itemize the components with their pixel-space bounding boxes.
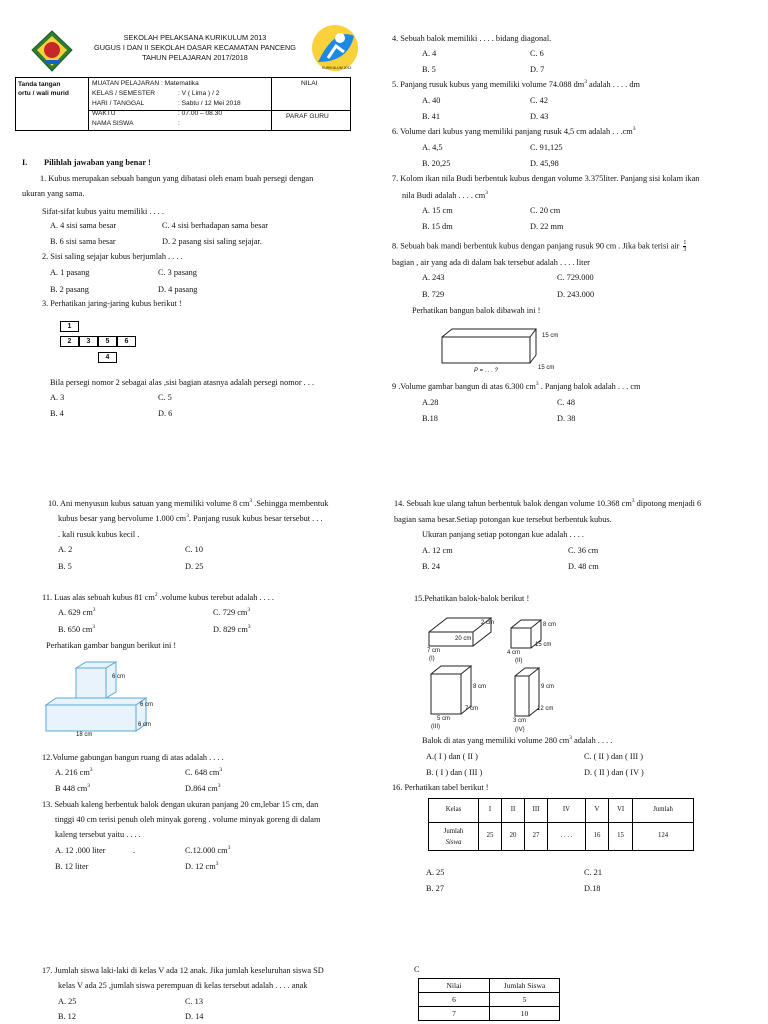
q8-note: Perhatikan bangun balok dibawah ini ! (412, 306, 541, 315)
q17-text-2: kelas V ada 25 ,jumlah siswa perempuan di kelas tersebut adalah . . . . anak (58, 981, 308, 990)
q4-option-b[interactable]: B. 5 (422, 65, 436, 74)
q1-text-2: ukuran yang sama. (22, 189, 85, 198)
q16-text: 16. Perhatikan tabel berikut ! (392, 783, 489, 792)
fraction-numerator: 1 (683, 240, 687, 246)
q13-option-a-dot: . (133, 846, 136, 855)
q15-option-c[interactable]: C. ( II ) dan ( III ) (584, 752, 643, 761)
q3-option-c[interactable]: C. 5 (158, 393, 172, 402)
q9-option-c[interactable]: C. 48 (557, 398, 575, 407)
dim-label: 15 cm (542, 333, 559, 339)
figure-label: (II) (515, 658, 523, 664)
table-cell: 16 (586, 823, 609, 851)
q17-option-d[interactable]: D. 14 (185, 1012, 204, 1021)
section-title: Pilihlah jawaban yang benar ! (44, 158, 151, 167)
q8-option-c[interactable]: C. 729.000 (557, 273, 594, 282)
q12-option-d[interactable]: D.864 $cm^3$ (185, 783, 221, 793)
q8-option-b[interactable]: B. 729 (422, 290, 445, 299)
q13-text: 13. Sebuah kaleng berbentuk balok dengan ukuran panjang 20 cm,lebar 15 cm, dan (42, 800, 319, 809)
sign-label: Tanda tangan (18, 81, 61, 88)
table-cell: 6 (419, 993, 490, 1007)
q2-option-b[interactable]: B. 2 pasang (50, 285, 89, 294)
table-cell: 5 (490, 993, 560, 1007)
table-cell: 7 (419, 1007, 490, 1021)
q16-option-d[interactable]: D.18 (584, 884, 601, 893)
date-value: : Sabtu / 12 Mei 2018 (178, 100, 241, 107)
net-square: 1 (60, 321, 79, 332)
q4-option-a[interactable]: A. 4 (422, 49, 437, 58)
q3-text: 3. Perhatikan jaring-jaring kubus berikut ! (42, 299, 182, 308)
q4-option-c[interactable]: C. 6 (530, 49, 544, 58)
q2-option-d[interactable]: D. 4 pasang (158, 285, 198, 294)
q10-option-c[interactable]: C. 10 (185, 545, 203, 554)
q12-option-a[interactable]: A. 216 $cm^3$ (55, 767, 93, 777)
q6-option-d[interactable]: D. 45,98 (530, 159, 559, 168)
q12-text: 12.Volume gabungan bangun ruang di atas adalah . . . . (42, 753, 224, 762)
table-cell: 124 (633, 823, 694, 851)
q13-option-a[interactable]: A. 12 .000 liter (55, 846, 106, 855)
q7-option-d[interactable]: D. 22 mm (530, 222, 564, 231)
q14-text-2: bagian sama besar.Setiap potongan kue tersebut berbentuk kubus. (394, 515, 612, 524)
dim-label: 6 cm (138, 722, 152, 728)
header-line-1: SEKOLAH PELAKSANA KURIKULUM 2013 (123, 33, 267, 42)
q14-option-d[interactable]: D. 48 cm (568, 562, 599, 571)
dim-label: 3 cm (513, 718, 527, 724)
q16-option-b[interactable]: B. 27 (426, 884, 444, 893)
date-label: HARI / TANGGAL (92, 100, 145, 107)
table-header: II (501, 799, 524, 823)
q7-option-a[interactable]: A. 15 cm (422, 206, 453, 215)
q8-text-2: bagian , air yang ada di dalam bak tersebut adalah . . . . liter (392, 258, 590, 267)
q11-option-b[interactable]: B. 650 $cm^3$ (58, 624, 96, 634)
net-square: 4 (98, 352, 117, 363)
section-heading (22, 158, 151, 168)
net-square: 2 (60, 336, 79, 347)
school-logo (30, 30, 74, 72)
dim-label: 12 cm (537, 706, 554, 712)
q7-text-2: nila Budi adalah . . . . $cm^3$ (402, 190, 488, 200)
table-row-label: Jumlah Siswa (429, 823, 479, 851)
q10-option-d[interactable]: D. 25 (185, 562, 204, 571)
q3-option-a[interactable]: A. 3 (50, 393, 65, 402)
q1-prompt: Sifat-sifat kubus yaitu memiliki . . . . (42, 207, 164, 216)
q5-option-a[interactable]: A. 40 (422, 96, 441, 105)
cuboids-figure (425, 612, 560, 737)
time-value: : 07.00 – 08.30 (178, 110, 222, 117)
table-header: IV (547, 799, 585, 823)
subject: MUATAN PELAJARAN : Matematika (92, 80, 199, 87)
q10-option-a[interactable]: A. 2 (58, 545, 73, 554)
table-header: Kelas (429, 799, 479, 823)
q13-text-3: kaleng tersebut yaitu . . . . (55, 830, 141, 839)
school-header (80, 33, 310, 63)
q1-option-a[interactable]: A. 4 sisi sama besar (50, 221, 117, 230)
dim-label: 20 cm (455, 636, 472, 642)
q17-text: 17. Jumlah siswa laki-laki di kelas V ada 12 anak. Jika jumlah keseluruhan siswa SD (42, 966, 324, 975)
class-value: : V ( Lima ) / 2 (178, 90, 220, 97)
q15-option-a[interactable]: A.( I ) dan ( II ) (426, 752, 478, 761)
figure-note: Perhatikan gambar bangun berikut ini ! (46, 641, 177, 650)
dim-label: 8 cm (473, 684, 487, 690)
table-cell: 25 (479, 823, 502, 851)
q14-option-a[interactable]: A. 12 cm (422, 546, 453, 555)
dim-label: 7 cm (465, 706, 479, 712)
dim-label: 15 cm (535, 642, 552, 648)
table-cell: . . . . (547, 823, 585, 851)
q2-option-a[interactable]: A. 1 pasang (50, 268, 90, 277)
q13-text-2: tinggi 40 cm terisi penuh oleh minyak goreng . volume minyak goreng di dalam (55, 815, 321, 824)
q10-text-3: . kali rusuk kubus kecil . (58, 530, 140, 539)
table-cell: 10 (490, 1007, 560, 1021)
q12-option-b[interactable]: B 448 $cm^3$ (55, 783, 91, 793)
q13-option-c[interactable]: C.12.000 $cm^3$ (185, 845, 231, 855)
time-label: WAKTU (92, 110, 116, 117)
dim-label: 2 cm (481, 620, 495, 626)
q4-text: 4. Sebuah balok memiliki . . . . bidang diagonal. (392, 34, 552, 43)
dim-label: 6 cm (112, 674, 126, 680)
teacher-sign-label: PARAF GURU (286, 113, 329, 120)
q1-text: 1. Kubus merupakan sebuah bangun yang dibatasi oleh enam buah persegi dengan (40, 174, 314, 183)
section-number: I. (22, 158, 28, 167)
q6-option-b[interactable]: B. 20,25 (422, 159, 451, 168)
q3-option-b[interactable]: B. 4 (50, 409, 64, 418)
badge-text: KURIKULUM 2013 (322, 66, 352, 70)
sign-label-2: ortu / wali murid (18, 90, 69, 97)
q7-option-c[interactable]: C. 20 cm (530, 206, 561, 215)
q2-option-c[interactable]: C. 3 pasang (158, 268, 197, 277)
identity-box (15, 77, 351, 131)
q15-option-d[interactable]: D. ( II ) dan ( IV ) (584, 768, 644, 777)
q9-option-d[interactable]: D. 38 (557, 414, 576, 423)
q5-text: 5. Panjang rusuk kubus yang memiliki volume 74.088 $dm^3$ adalah . . . . dm (392, 79, 640, 89)
q15-option-b[interactable]: B. ( I ) dan ( III ) (426, 768, 483, 777)
q14-text-3: Ukuran panjang setiap potongan kue adalah . . . . (422, 530, 584, 539)
score-table (418, 978, 560, 1021)
dim-label: 8 cm (543, 622, 557, 628)
net-square: 5 (98, 336, 117, 347)
q1-option-d[interactable]: D. 2 pasang sisi saling sejajar. (162, 237, 262, 246)
cuboid-figure (436, 323, 566, 379)
q17-option-b[interactable]: B. 12 (58, 1012, 76, 1021)
kurikulum-badge (310, 22, 360, 74)
q15-text: 15.Pehatikan balok-balok berikut ! (414, 594, 530, 603)
dim-label: P = . . . ? (474, 368, 498, 374)
header-line-2: GUGUS I DAN II SEKOLAH DASAR KECAMATAN PANCENG (94, 43, 296, 52)
q6-option-a[interactable]: A. 4,5 (422, 143, 443, 152)
dim-label: 15 cm (538, 365, 555, 371)
q15-question: Balok di atas yang memiliki volume 280 $cm^3$ adalah . . . . (422, 735, 613, 745)
table-header: Jumlah Siswa (490, 979, 560, 993)
q9-option-a[interactable]: A.28 (422, 398, 439, 407)
q5-option-d[interactable]: D. 43 (530, 112, 549, 121)
fraction-denominator: 3 (683, 247, 687, 253)
table-header: I (479, 799, 502, 823)
q7-text: 7. Kolom ikan nila Budi berbentuk kubus dengan volume 3.375liter. Panjang sisi kolam ikan (392, 174, 700, 183)
dim-label: 5 cm (437, 716, 451, 722)
q8-option-d[interactable]: D. 243.000 (557, 290, 595, 299)
q11-option-c[interactable]: C. 729 $cm^3$ (213, 607, 251, 617)
q3-option-d[interactable]: D. 6 (158, 409, 173, 418)
q4-option-d[interactable]: D. 7 (530, 65, 545, 74)
table-c-label: C (414, 965, 420, 974)
q16-option-c[interactable]: C. 21 (584, 868, 602, 877)
score-label: NILAI (301, 80, 318, 87)
q5-option-c[interactable]: C. 42 (530, 96, 548, 105)
class-label: KELAS / SEMESTER (92, 90, 156, 97)
q9-option-b[interactable]: B.18 (422, 414, 438, 423)
student-name-label: NAMA SISWA (92, 120, 134, 127)
header-line-3: TAHUN PELAJARAN 2017/2018 (142, 53, 248, 62)
q10-text-2: kubus besar yang bervolume 1.000 $cm^3$. Panjang rusuk kubus besar tersebut . . . (58, 513, 323, 523)
q14-text: 14. Sebuah kue ulang tahun berbentuk balok dengan volume 10.368 $cm^3$ dipotong menjadi 6 (394, 498, 702, 508)
q8-text: 8. Sebuah bak mandi berbentuk kubus dengan panjang rusuk 90 cm . Jika bak terisi air $\frac{1}{3}$ (392, 240, 687, 253)
class-students-table (428, 798, 694, 851)
q10-option-b[interactable]: B. 5 (58, 562, 72, 571)
q11-option-a[interactable]: A. 629 $cm^3$ (58, 607, 96, 617)
q1-option-b[interactable]: B. 6 sisi sama besar (50, 237, 116, 246)
q12-option-c[interactable]: C. 648 $cm^3$ (185, 767, 223, 777)
q11-option-d[interactable]: D. 829 $cm^3$ (213, 624, 251, 634)
q3-question: Bila persegi nomor 2 sebagai alas ,sisi bagian atasnya adalah persegi nomor . . . (50, 378, 315, 387)
q6-text: 6. Volume dari kubus yang memiliki panjang rusuk 4,5 cm adalah . . $.cm^3$ (392, 126, 636, 136)
student-name-field[interactable]: : (178, 120, 180, 127)
dim-label: 6 cm (140, 702, 154, 708)
table-header: Nilai (419, 979, 490, 993)
q17-option-a[interactable]: A. 25 (58, 997, 77, 1006)
table-cell: 27 (524, 823, 547, 851)
q8-option-a[interactable]: A. 243 (422, 273, 445, 282)
q5-option-b[interactable]: B. 41 (422, 112, 440, 121)
dim-label: 4 cm (507, 650, 521, 656)
table-header: III (524, 799, 547, 823)
dim-label: 7 cm (427, 648, 441, 654)
table-header: VI (608, 799, 632, 823)
combined-solid-figure (40, 660, 170, 742)
figure-label: (IV) (515, 727, 525, 733)
figure-label: (III) (431, 724, 440, 730)
table-header: V (586, 799, 609, 823)
q14-option-c[interactable]: C. 36 cm (568, 546, 599, 555)
dim-label: 18 cm (76, 732, 93, 738)
q13-option-d[interactable]: D. 12 $cm^3$ (185, 861, 219, 871)
table-cell: 20 (501, 823, 524, 851)
q1-option-c[interactable]: C. 4 sisi berhadapan sama besar (162, 221, 268, 230)
table-cell: 15 (608, 823, 632, 851)
q13-option-b[interactable]: B. 12 liter (55, 862, 89, 871)
net-square: 3 (79, 336, 98, 347)
net-square: 6 (117, 336, 136, 347)
q14-option-b[interactable]: B. 24 (422, 562, 440, 571)
q7-option-b[interactable]: B. 15 dm (422, 222, 453, 231)
dim-label: 9 cm (541, 684, 555, 690)
q9-text: 9 .Volume gambar bangun di atas 6.300 $cm^3$ . Panjang balok adalah . . . cm (392, 381, 641, 391)
figure-label: (I) (429, 656, 435, 662)
q17-option-c[interactable]: C. 13 (185, 997, 203, 1006)
q16-option-a[interactable]: A. 25 (426, 868, 445, 877)
q11-text: 11. Luas alas sebuah kubus 81 $cm^2$ .volume kubus terebut adalah . . . . (42, 592, 274, 602)
q2-text: 2. Sisi saling sejajar kubus berjumlah . . . . (42, 252, 183, 261)
q10-text: 10. Ani menyusun kubus satuan yang memiliki volume 8 $cm^3$ .Sehingga membentuk (48, 498, 329, 508)
q6-option-c[interactable]: C. 91,125 (530, 143, 563, 152)
table-header: Jumlah (633, 799, 694, 823)
